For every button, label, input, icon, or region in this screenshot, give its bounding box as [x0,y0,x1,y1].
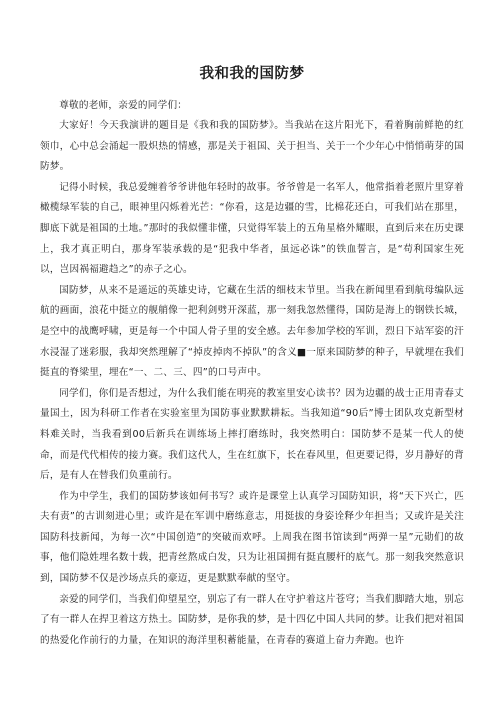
salutation: 尊敬的老师，亲爱的同学们： [59,100,188,111]
paragraph-5: 作为中学生，我们的国防梦该如何书写？或许是课堂上认真学习国防知识，将“天下兴亡，匹夫有责”的古训刻进心里；或许是在军训中磨练意志，用挺拔的身姿诠释少年担当；又或许是关注国防科技新闻，为每一次“中国创造”的突破而欢呼。上周我在图书馆读到“两弹一星”元勋们的故事，他们隐姓埋名数十载，把青丝熬成白发，只为让祖国拥有挺直腰杆的底气。那一刻我突然意识到，国防梦不仅是沙场点兵的豪迈，更是默默奉献的坚守。 [40,490,464,585]
paragraph-6: 亲爱的同学们，当我们仰望星空，别忘了有一群人在守护着这片苍穹；当我们脚踏大地，别忘了有一群人在捍卫着这方热土。国防梦，是你我的梦，是十四亿中国人共同的梦。让我们把对祖国的热爱化作前行的力量，在知识的海洋里积蓄能量，在青春的赛道上奋力奔跑。也许 [40,593,464,646]
paragraph-2: 记得小时候，我总爱缠着爷爷讲他年轻时的故事。爷爷曾是一名军人，他常指着老照片里穿着橄榄绿军装的自己，眼神里闪烁着光芒：“你看，这是边疆的雪，比棉花还白，可我们站在那里，脚底下就是祖国的土地。”那时的我似懂非懂，只觉得军装上的五角星格外耀眼，直到后来在历史课上，我才真正明白，那身军装承载的是“犯我中华者，虽远必诛”的铁血誓言，是“苟利国家生死以，岂因祸福避趋之”的赤子之心。 [40,181,464,276]
paragraph-3: 国防梦，从来不是遥远的英雄史诗，它藏在生活的细枝末节里。当我在新闻里看到航母编队远航的画面，浪花中挺立的舰艄像一把利剑劈开深蓝，那一刻我忽然懂得，国防是海上的钢铁长城，是空中的战鹰呼啸，更是每一个中国人骨子里的安全感。去年参加学校的军训，烈日下站军姿的汗水浸湿了迷彩服，我却突然理解了“掉皮掉肉不掉队”的含义■一原来国防梦的种子，早就埋在我们挺直的脊梁里，埋在“一、二、三、四”的口号声中。 [40,284,464,379]
paragraph-4: 同学们，你们是否想过，为什么我们能在明亮的教室里安心读书？因为边疆的战士正用青春丈量国土，因为科研工作者在实验室里为国防事业默默耕耘。当我知道“90后”博士团队攻克新型材料难关时，当我看到00后新兵在训练场上摔打磨练时，我突然明白：国防梦不是某一代人的使命，而是代代相传的接力赛。我们这代人，生在红旗下，长在春风里，但更要记得，岁月静好的背后，是有人在替我们负重前行。 [40,387,464,482]
document-title: 我和我的国防梦 [199,66,305,82]
paragraph-1: 大家好！今天我演讲的题目是《我和我的国防梦》。当我站在这片阳光下，看着胸前鲜艳的红领巾，心中总会涌起一股炽热的情感，那是关于祖国、关于担当、关于一个少年心中悄悄萌芽的国防梦。 [40,120,464,173]
